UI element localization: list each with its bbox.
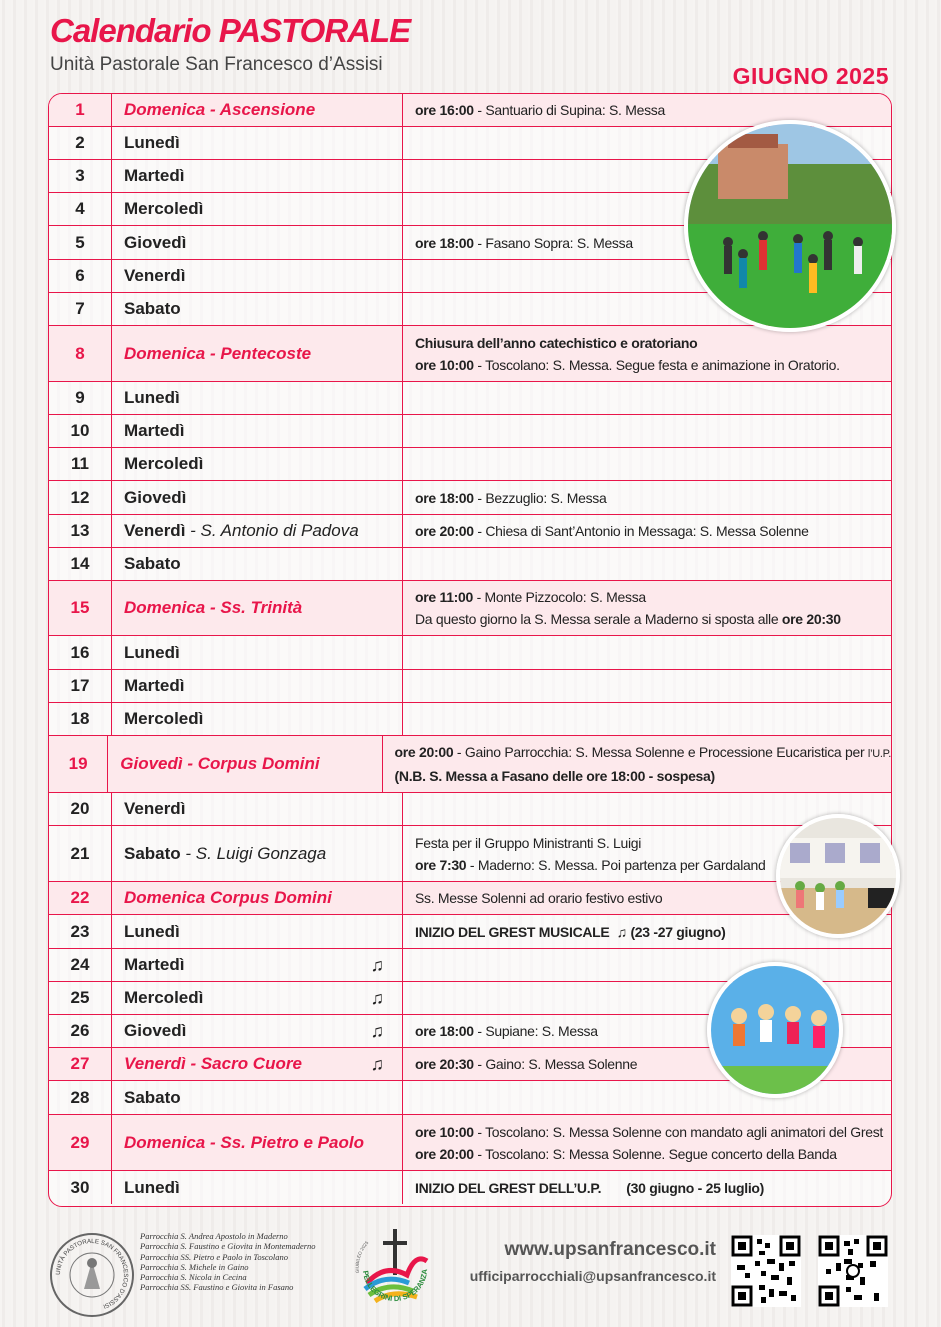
event-line <box>415 1143 891 1165</box>
event-time: ore 20:00 <box>415 1145 474 1162</box>
music-note-icon: ♫ <box>370 954 384 975</box>
email-link[interactable]: ufficiparrocchiali@upsanfrancesco.it <box>469 1268 716 1284</box>
day-name <box>112 548 403 580</box>
calendar-row <box>49 703 891 736</box>
day-number: 3 <box>49 160 112 192</box>
day-number: 10 <box>49 415 112 447</box>
day-number: 1 <box>49 94 112 126</box>
saint-label: - S. Antonio di Padova <box>185 521 359 540</box>
parish-item: Parrocchia SS. Faustino e Giovita in Fasano <box>140 1282 294 1293</box>
parish-item: Parrocchia S. Nicola in Cecina <box>140 1272 247 1283</box>
event-text: Ss. Messe Solenni ad orario festivo estivo <box>415 890 663 906</box>
day-label: Martedì <box>124 421 185 440</box>
day-name <box>112 415 403 447</box>
title-calendario: Calendario <box>50 12 211 49</box>
day-name <box>112 260 403 292</box>
playground-image <box>688 124 896 332</box>
saint-label: - S. Luigi Gonzaga <box>180 843 327 863</box>
day-name <box>112 481 403 514</box>
day-name <box>108 736 382 792</box>
event-text: - Chiesa di Sant’Antonio in Messaga: S. Messa Solenne <box>473 523 809 539</box>
day-number: 11 <box>49 448 112 480</box>
event-cell <box>403 448 891 480</box>
day-name <box>112 1048 403 1080</box>
calendar-row <box>49 793 891 826</box>
event-cell <box>403 415 891 447</box>
day-number: 16 <box>49 636 112 669</box>
day-number: 19 <box>49 736 108 792</box>
day-name <box>112 793 403 825</box>
event-text: - Gaino Parrocchia: S. Messa Solenne e Processione Eucaristica per <box>453 744 868 760</box>
photo-ministranti <box>776 814 900 938</box>
event-cell <box>403 1171 891 1204</box>
day-number: 7 <box>49 293 112 325</box>
event-cell <box>403 481 891 514</box>
day-name <box>112 1171 403 1204</box>
day-label: Mercoledì <box>124 199 204 218</box>
svg-text:GIUBILEO 2025 <box>355 1240 370 1274</box>
day-name <box>112 670 403 702</box>
parish-seal-logo <box>50 1233 134 1317</box>
day-name <box>112 226 403 259</box>
event-time: (N.B. S. Messa a Fasano delle ore 18:00 - sospesa) <box>394 768 715 784</box>
day-label: Mercoledì <box>124 988 204 1007</box>
day-number: 18 <box>49 703 112 735</box>
day-label: Venerdì <box>124 799 186 818</box>
day-number: 26 <box>49 1015 112 1047</box>
day-label: Domenica - Ascensione <box>124 100 316 119</box>
day-number: 29 <box>49 1115 112 1170</box>
day-number: 14 <box>49 548 112 580</box>
event-line <box>415 354 891 376</box>
day-name <box>112 1115 403 1170</box>
qr-code-contact[interactable] <box>818 1235 888 1307</box>
event-cell <box>403 636 891 669</box>
day-label: Martedì <box>124 166 185 185</box>
event-time: ore 11:00 <box>415 589 474 605</box>
day-name <box>112 448 403 480</box>
jubilee-year: GIUBILEO 2025 <box>355 1240 370 1274</box>
day-label: Sabato <box>124 843 181 863</box>
day-number: 4 <box>49 193 112 225</box>
calendar-row <box>49 481 891 515</box>
event-time: ore 20:00 <box>415 523 474 539</box>
event-cell <box>403 703 891 735</box>
parish-item: Parrocchia S. Andrea Apostolo in Maderno <box>140 1231 288 1241</box>
event-text: - Fasano Sopra: S. Messa <box>473 234 633 251</box>
day-label: Lunedì <box>124 642 180 662</box>
day-name <box>112 636 403 669</box>
calendar-row <box>49 670 891 703</box>
event-text: Festa per il Gruppo Ministranti S. Luigi <box>415 834 642 851</box>
event-text: - Gaino: S. Messa Solenne <box>473 1056 638 1072</box>
event-cell <box>403 1081 891 1114</box>
event-line <box>395 741 891 765</box>
day-number: 8 <box>49 326 112 381</box>
event-cell <box>403 1115 891 1170</box>
day-label: Lunedì <box>124 1177 180 1197</box>
footer <box>0 1215 941 1327</box>
event-line <box>415 487 891 509</box>
event-time: ore 18:00 <box>415 234 474 251</box>
day-number: 2 <box>49 127 112 159</box>
day-number: 30 <box>49 1171 112 1204</box>
event-time: ore 10:00 <box>415 1123 474 1140</box>
day-label: Mercoledì <box>124 454 204 473</box>
parish-item: Parrocchia SS. Pietro e Paolo in Toscolano <box>140 1251 289 1262</box>
calendar-row <box>49 736 891 793</box>
photo-playground <box>684 120 896 332</box>
event-line <box>395 765 891 787</box>
event-time: ore 10:00 <box>415 356 474 373</box>
day-label: Giovedì <box>124 487 187 507</box>
event-time: Chiusura dell’anno catechistico e oratoriano <box>415 334 698 351</box>
event-text: - Bezzuglio: S. Messa <box>473 489 607 506</box>
day-name <box>112 949 403 981</box>
calendar-row <box>49 515 891 548</box>
seal-text: UNITÀ PASTORALE SAN FRANCESCO D'ASSISI <box>54 1237 130 1310</box>
event-time: INIZIO DEL GREST MUSICALE ♫ (23 -27 giugno) <box>415 923 726 940</box>
calendar-row <box>49 882 891 915</box>
day-name <box>112 581 403 635</box>
event-cell <box>403 382 891 414</box>
jubilee-text: PELLEGRINI DI SPERANZA <box>360 1268 430 1304</box>
day-number: 12 <box>49 481 112 514</box>
event-text: - Monte Pizzocolo: S. Messa <box>473 589 646 605</box>
event-line <box>415 99 891 121</box>
day-label: Martedì <box>124 676 185 695</box>
event-text: - Toscolano: S: Messa Solenne. Segue concerto della Banda <box>473 1145 837 1162</box>
calendar-row <box>49 915 891 949</box>
day-label: Martedì <box>124 955 185 974</box>
event-line <box>415 1121 891 1143</box>
calendar-row <box>49 415 891 448</box>
website-link[interactable]: www.upsanfrancesco.it <box>504 1239 716 1260</box>
event-line <box>415 332 891 354</box>
event-line <box>415 1177 891 1199</box>
day-name <box>112 915 403 948</box>
day-name <box>112 94 403 126</box>
day-number: 21 <box>49 826 112 881</box>
month-label: GIUGNO 2025 <box>732 63 889 89</box>
event-time: INIZIO DEL GREST DELL’U.P. (30 giugno - 25 luglio) <box>415 1179 765 1196</box>
page-subtitle: Unità Pastorale San Francesco d’Assisi <box>50 54 383 75</box>
day-number: 24 <box>49 949 112 981</box>
day-number: 9 <box>49 382 112 414</box>
page-title <box>50 12 410 50</box>
day-number: 15 <box>49 581 112 635</box>
day-label: Domenica - Ss. Trinità <box>124 598 303 617</box>
event-cell <box>383 736 891 792</box>
event-time: ore 18:00 <box>415 489 474 506</box>
event-cell <box>403 670 891 702</box>
qr-code-website[interactable] <box>731 1235 801 1307</box>
day-number: 17 <box>49 670 112 702</box>
event-time: ore 18:00 <box>415 1023 474 1039</box>
event-time: ore 20:30 <box>415 1056 474 1072</box>
day-name <box>112 382 403 414</box>
event-time: ore 20:00 <box>394 744 454 760</box>
calendar-row <box>49 548 891 581</box>
day-label: Giovedì <box>124 232 187 252</box>
music-note-icon: ♫ <box>370 1053 384 1074</box>
event-cell <box>403 581 891 635</box>
day-label: Mercoledì <box>124 709 204 728</box>
event-text: Da questo giorno la S. Messa serale a Maderno si sposta alle <box>415 611 782 627</box>
event-time: ore 7:30 <box>415 856 467 873</box>
day-label: Lunedì <box>124 133 180 152</box>
day-label: Lunedì <box>124 921 180 941</box>
day-name <box>112 160 403 192</box>
day-name <box>112 982 403 1014</box>
day-number: 25 <box>49 982 112 1014</box>
jubilee-logo <box>355 1223 435 1319</box>
day-number: 6 <box>49 260 112 292</box>
day-number: 13 <box>49 515 112 547</box>
calendar-row <box>49 448 891 481</box>
event-line <box>415 520 891 542</box>
parish-list <box>140 1231 316 1293</box>
day-label: Giovedì - Corpus Domini <box>120 754 320 773</box>
photo-kids-jumping <box>707 962 843 1098</box>
day-label: Sabato <box>124 554 181 573</box>
day-name <box>112 1081 403 1114</box>
event-cell <box>403 326 891 381</box>
day-name <box>112 1015 403 1047</box>
parish-item: Parrocchia S. Michele in Gaino <box>140 1261 249 1272</box>
event-text: - Toscolano: S. Messa. Segue festa e animazione in Oratorio. <box>473 356 840 373</box>
day-label: Domenica Corpus Domini <box>124 888 332 907</box>
day-name <box>112 882 403 914</box>
event-text: - Santuario di Supina: S. Messa <box>473 102 665 118</box>
event-text: - Toscolano: S. Messa Solenne con mandato agli animatori del Grest <box>473 1123 884 1140</box>
event-line <box>415 608 891 630</box>
calendar-row <box>49 1115 891 1171</box>
day-label: Sabato <box>124 1087 181 1107</box>
calendar-row <box>49 826 891 882</box>
day-number: 20 <box>49 793 112 825</box>
day-number: 22 <box>49 882 112 914</box>
day-name <box>112 293 403 325</box>
day-name <box>112 127 403 159</box>
day-name <box>112 193 403 225</box>
day-label: Venerdì - Sacro Cuore <box>124 1054 302 1073</box>
day-number: 28 <box>49 1081 112 1114</box>
event-time: ore 16:00 <box>415 102 474 118</box>
day-number: 27 <box>49 1048 112 1080</box>
event-text: - Maderno: S. Messa. Poi partenza per Gardaland <box>466 856 766 873</box>
event-time: ore 20:30 <box>781 611 841 627</box>
event-line <box>415 586 891 608</box>
music-note-icon: ♫ <box>370 1020 384 1041</box>
event-cell <box>403 515 891 547</box>
day-label: Lunedì <box>124 388 180 407</box>
day-name <box>112 703 403 735</box>
event-cell <box>403 548 891 580</box>
day-label: Venerdì <box>124 521 186 540</box>
day-number: 23 <box>49 915 112 948</box>
day-label: Domenica - Pentecoste <box>124 343 312 363</box>
calendar-row <box>49 326 891 382</box>
parish-item: Parrocchia S. Faustino e Giovita in Montemaderno <box>140 1241 316 1252</box>
day-name <box>112 515 403 547</box>
day-name <box>112 326 403 381</box>
event-cell <box>403 94 891 126</box>
title-pastorale: PASTORALE <box>218 12 411 49</box>
day-label: Giovedì <box>124 1021 187 1040</box>
day-label: Venerdì <box>124 266 186 285</box>
event-text: - Supiane: S. Messa <box>473 1023 598 1039</box>
calendar-row <box>49 636 891 670</box>
calendar-row <box>49 581 891 636</box>
calendar-row <box>49 382 891 415</box>
day-number: 5 <box>49 226 112 259</box>
day-label: Sabato <box>124 299 181 318</box>
event-text: l’U.P. <box>867 748 891 760</box>
music-note-icon: ♫ <box>370 987 384 1008</box>
day-name <box>112 826 403 881</box>
day-label: Domenica - Ss. Pietro e Paolo <box>124 1132 364 1152</box>
calendar-row <box>49 1171 891 1204</box>
